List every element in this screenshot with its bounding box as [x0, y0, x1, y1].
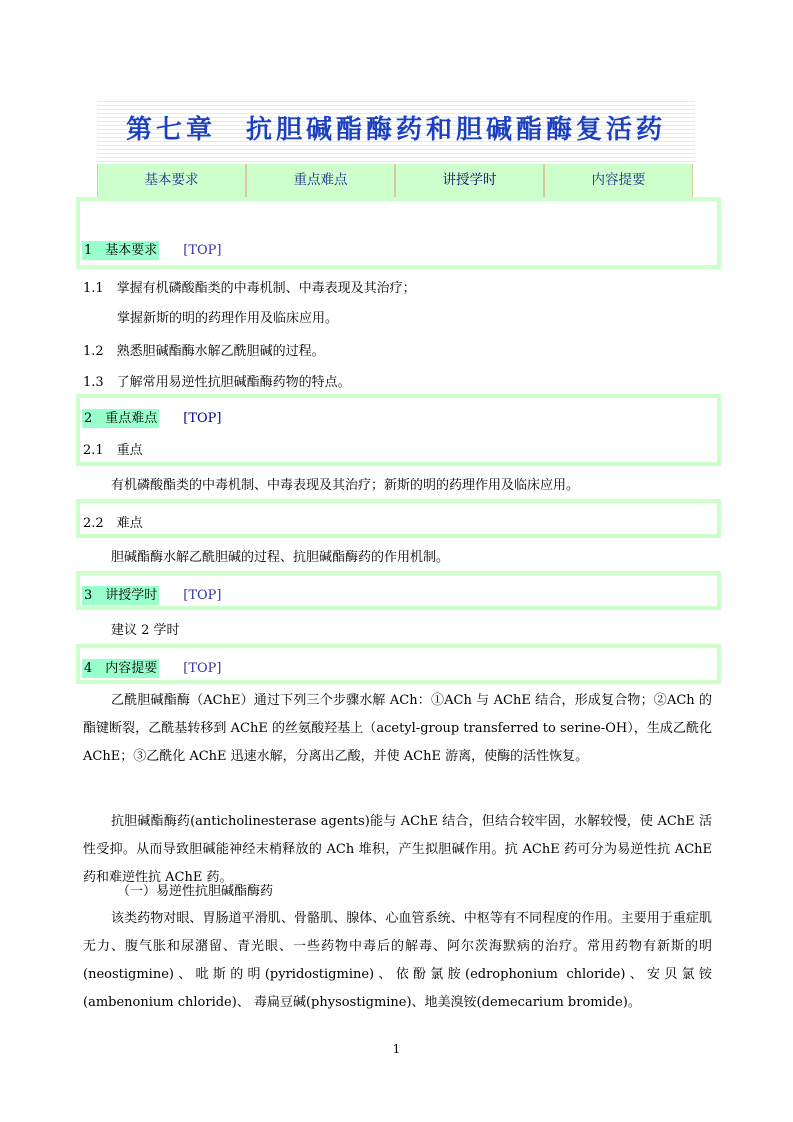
section-box [76, 197, 721, 269]
nav-key-points[interactable]: 重点难点 [246, 164, 395, 197]
subheading: 2.2 难点 [83, 516, 143, 531]
list-item: 1.1 掌握有机磷酸酯类的中毒机制、中毒表现及其治疗； [83, 281, 416, 296]
paragraph: 该类药物对眼、胃肠道平滑肌、骨骼肌、腺体、心血管系统、中枢等有不同程度的作用。主要用于重症肌无力、腹气胀和尿潴留、青光眼、一些药物中毒后的解毒、阿尔茨海默病的治疗。常用药物有新斯的明(neostigmine)、吡斯的明(pyridostigmine)、依酚氯胺(edrophonium chloride)、安贝氯铵(ambenonium chloride)、 毒扁豆碱(physostigmine)、地美溴铵(demecarium bromide)。 [83, 911, 712, 1010]
title-banner [97, 98, 695, 162]
section-1-heading: 1 基本要求 [TOP] [84, 243, 222, 258]
top-link[interactable]: [TOP] [183, 411, 222, 426]
list-item: 1.2 熟悉胆碱酯酶水解乙酰胆碱的过程。 [83, 344, 325, 359]
nav-bar [97, 164, 693, 197]
nav-content-summary[interactable]: 内容提要 [544, 164, 693, 197]
section-4-heading: 4 内容提要 [TOP] [84, 661, 222, 676]
list-item: 1.3 了解常用易逆性抗胆碱酯酶药物的特点。 [83, 375, 351, 390]
paragraph: 抗胆碱酯酶药(anticholinesterase agents)能与 AChE 结合，但结合较牢固，水解较慢，使 AChE 活性受抑。从而导致胆碱能神经末梢释放的 ACh 堆积，产生拟胆碱作用。抗 AChE 药可分为易逆性抗 AChE 药和难逆性抗 AChE 药。 [83, 814, 712, 885]
top-link[interactable]: [TOP] [183, 661, 222, 676]
nav-basic-requirements[interactable]: 基本要求 [97, 164, 246, 197]
paragraph: 乙酰胆碱酯酶（AChE）通过下列三个步骤水解 ACh：①ACh 与 AChE 结合，形成复合物；②ACh 的酯键断裂，乙酰基转移到 AChE 的丝氨酸羟基上（acetyl-group transferred to serine-OH），生成乙酰化 AChE；③乙酰化 AChE 迅速水解，分离出乙酸，并使 AChE 游离，使酶的活性恢复。 [83, 693, 712, 764]
subheading: 2.1 重点 [83, 443, 143, 458]
section-box [76, 394, 721, 466]
paragraph: 胆碱酯酶水解乙酰胆碱的过程、抗胆碱酯酶药的作用机制。 [111, 550, 450, 565]
paragraph: 有机磷酸酯类的中毒机制、中毒表现及其治疗；新斯的明的药理作用及临床应用。 [111, 478, 580, 493]
section-box [76, 499, 721, 538]
section-2-heading: 2 重点难点 [TOP] [84, 411, 222, 426]
chapter-title: 第七章 抗胆碱酯酶药和胆碱酯酶复活药 [125, 115, 666, 145]
list-item: 掌握新斯的明的药理作用及临床应用。 [117, 311, 339, 326]
top-link[interactable]: [TOP] [183, 243, 222, 258]
nav-hours[interactable]: 讲授学时 [395, 164, 544, 197]
section-3-heading: 3 讲授学时 [TOP] [84, 588, 222, 603]
paragraph: 建议 2 学时 [111, 623, 180, 638]
top-link[interactable]: [TOP] [183, 588, 222, 603]
subheading: （一）易逆性抗胆碱酯酶药 [117, 884, 274, 899]
page-number: 1 [392, 1042, 401, 1056]
